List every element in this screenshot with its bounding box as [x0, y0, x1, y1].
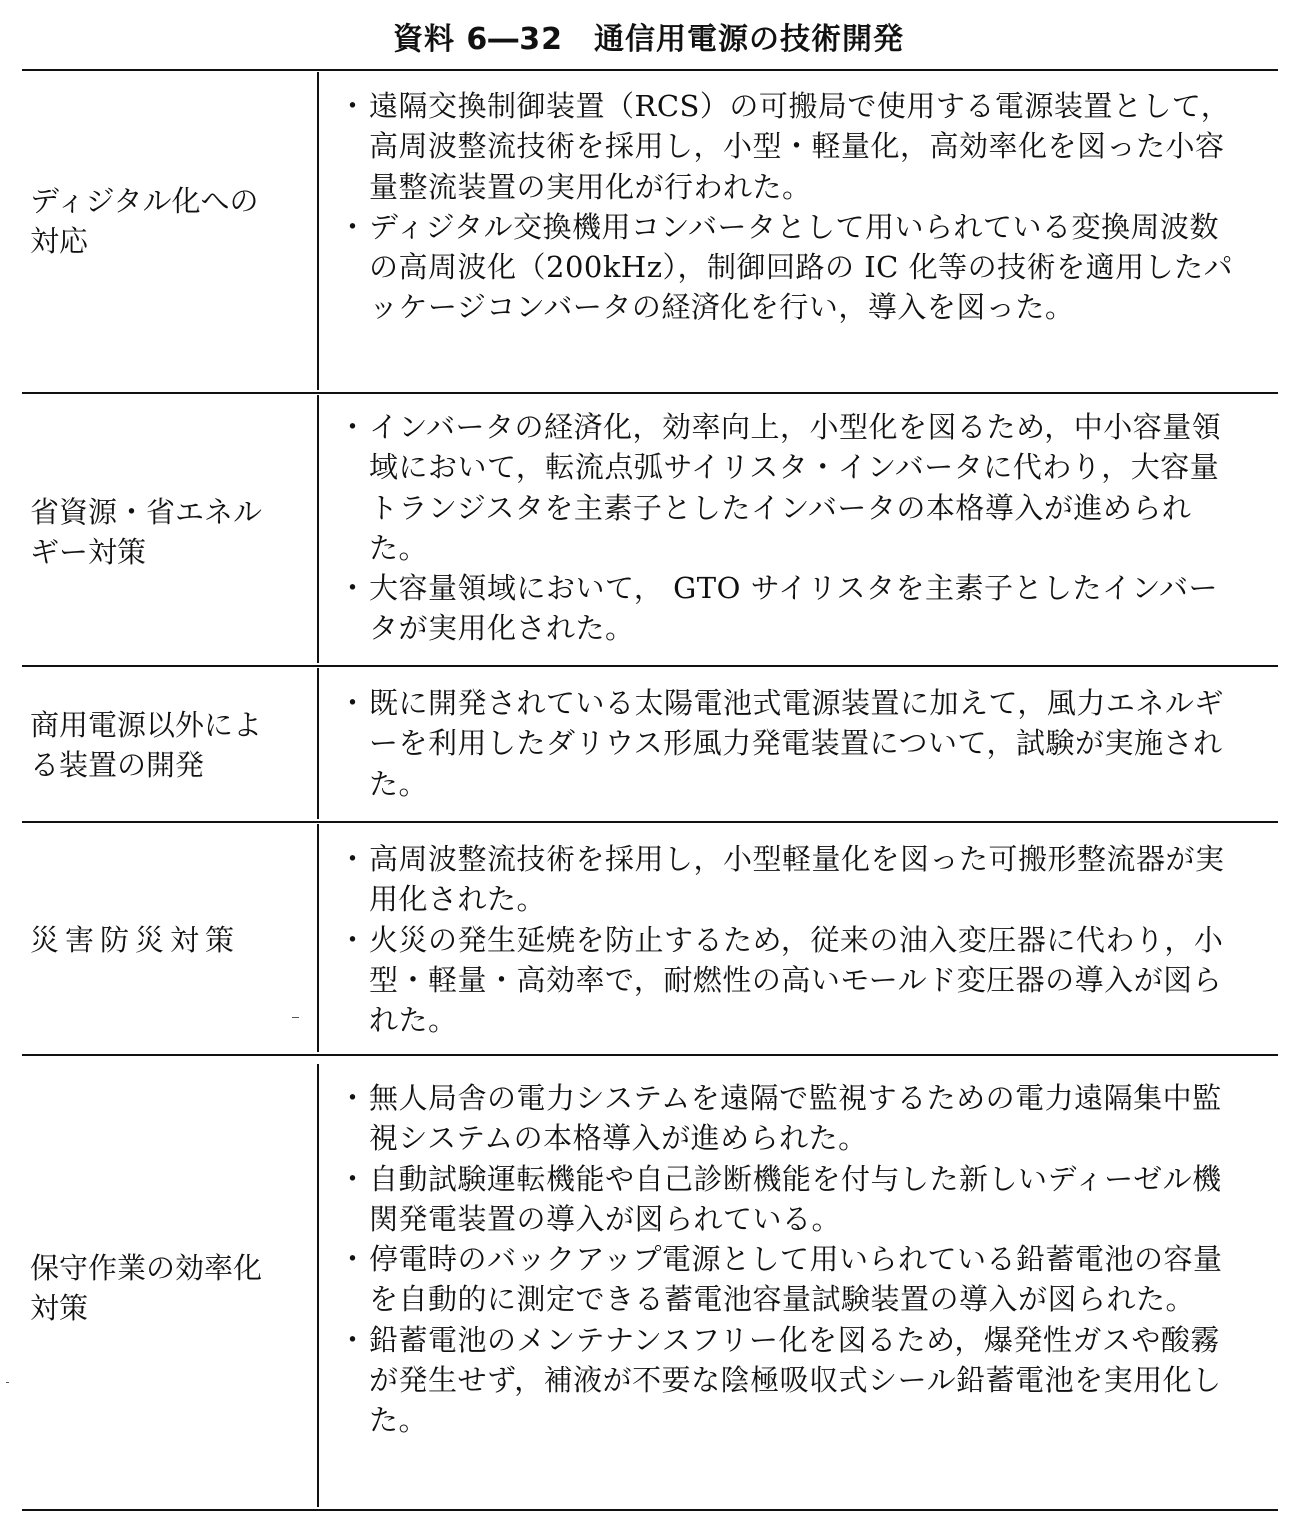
row-divider [22, 821, 1278, 823]
row-category: 保守作業の効率化対策 [30, 1251, 263, 1325]
row-divider [22, 392, 1278, 394]
list-item: ・ 無人局舎の電力システムを遠隔で監視するための電力遠隔集中監視システムの本格導入が進められた。 [342, 1078, 1242, 1159]
row-divider [22, 1054, 1278, 1056]
scan-mark [292, 1017, 299, 1018]
list-item: ・ 既に開発されている太陽電池式電源装置に加えて，風力エネルギーを利用したダリウス形風力発電装置について，試験が実施された。 [342, 683, 1242, 804]
scan-mark [6, 1382, 9, 1383]
row-divider [22, 665, 1278, 667]
column-divider [317, 395, 319, 663]
list-item: ・ ディジタル交換機用コンバータとして用いられている変換周波数の高周波化（200kHz），制御回路の IC 化等の技術を適用したパッケージコンバータの経済化を行い，導入を図った。 [342, 207, 1242, 328]
row-category: ディジタル化への対応 [30, 184, 259, 258]
column-divider [317, 72, 319, 390]
list-item: ・ 遠隔交換制御装置（RCS）の可搬局で使用する電源装置として，高周波整流技術を採用し，小型・軽量化，高効率化を図った小容量整流装置の実用化が行われた。 [342, 86, 1242, 207]
row-content [342, 839, 1242, 1040]
row-category: 災害防災対策 [30, 923, 241, 957]
list-item: ・ 大容量領域において， GTO サイリスタを主素子としたインバータが実用化された。 [342, 568, 1242, 649]
table-top-rule [22, 69, 1278, 71]
row-content [342, 407, 1242, 649]
table-bottom-rule [22, 1509, 1278, 1511]
row-category: 商用電源以外による装置の開発 [30, 708, 263, 782]
row-content [342, 683, 1242, 804]
row-content [342, 86, 1242, 328]
row-content [342, 1078, 1242, 1441]
column-divider [317, 824, 319, 1052]
column-divider [317, 1064, 319, 1507]
list-item: ・ 火災の発生延焼を防止するため，従来の油入変圧器に代わり，小型・軽量・高効率で，耐燃性の高いモールド変圧器の導入が図られた。 [342, 920, 1242, 1041]
list-item: ・ インバータの経済化，効率向上，小型化を図るため，中小容量領域において，転流点弧サイリスタ・インバータに代わり，大容量トランジスタを主素子としたインバータの本格導入が進められた。 [342, 407, 1242, 568]
row-category: 省資源・省エネルギー対策 [30, 495, 263, 569]
list-item: ・ 自動試験運転機能や自己診断機能を付与した新しいディーゼル機関発電装置の導入が図られている。 [342, 1159, 1242, 1240]
page-title: 資料 6―32 通信用電源の技術開発 [392, 22, 905, 57]
list-item: ・ 鉛蓄電池のメンテナンスフリー化を図るため，爆発性ガスや酸霧が発生せず，補液が不要な陰極吸収式シール鉛蓄電池を実用化した。 [342, 1320, 1242, 1441]
list-item: ・ 高周波整流技術を採用し，小型軽量化を図った可搬形整流器が実用化された。 [342, 839, 1242, 920]
column-divider [317, 668, 319, 819]
list-item: ・ 停電時のバックアップ電源として用いられている鉛蓄電池の容量を自動的に測定できる蓄電池容量試験装置の導入が図られた。 [342, 1239, 1242, 1320]
